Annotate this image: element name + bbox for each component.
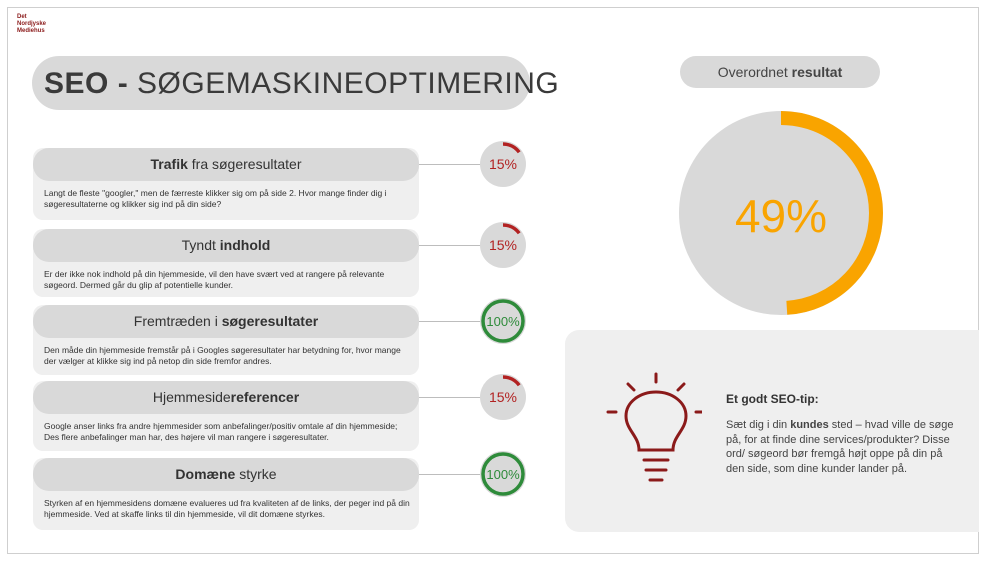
card-description: Er der ikke nok indhold på din hjemmeside, vil den have svært ved at rangere på relevante søgeord. Dermed går du glip af potentielle kunder.	[44, 269, 385, 290]
card-description: Styrken af en hjemmesidens domæne evalueres ud fra kvaliteten af de links, der peger ind på din hjemmeside. Ved at skaffe links til din hjemmeside, vil dit domæne styrkes.	[44, 498, 410, 519]
tip-text: Sæt dig i din kundes sted – hvad ville de søge på, for at finde dine services/produkter? Disse ord/ søgeord bør fremgå højt oppe på din på den side, som dine kunder lander på.	[726, 419, 954, 475]
ring-percent-label: 15%	[488, 237, 518, 253]
card-title: Tyndt indhold	[33, 229, 419, 262]
card-connector-line	[419, 164, 481, 165]
card-connector-line	[419, 397, 481, 398]
card-connector-line	[419, 245, 481, 246]
overall-percent: 49%	[734, 190, 828, 242]
card-title: Hjemmesidereferencer	[33, 381, 419, 414]
ring-percent-label: 15%	[488, 156, 518, 172]
lightbulb-icon	[602, 372, 702, 492]
card-description: Langt de fleste "googler," men de færreste klikker sig om på side 2. Hvor mange finder dig i søgeresultaterne og klikker sig ind på din side?	[44, 188, 387, 209]
percent-ring	[480, 374, 526, 420]
ring-percent-label: 100%	[486, 467, 520, 482]
card-description: Google anser links fra andre hjemmesider som anbefalinger/positiv omtale af din hjemmeside; Des flere anbefalinger man har, des højere vil man rangere i søgeresultater.	[44, 421, 398, 442]
card-title: Fremtræden i søgeresultater	[33, 305, 419, 338]
company-logo: Det Nordjyske Mediehus	[17, 14, 47, 34]
ring-percent-label: 100%	[486, 314, 520, 329]
percent-ring	[480, 451, 526, 497]
card-connector-line	[419, 474, 481, 475]
card-connector-line	[419, 321, 481, 322]
percent-ring	[480, 141, 526, 187]
ring-percent-label: 15%	[488, 389, 518, 405]
card-title: Domæne styrke	[33, 458, 419, 491]
page-title: SEO - SØGEMASKINEOPTIMERING	[44, 67, 560, 100]
percent-ring	[480, 298, 526, 344]
overall-result-donut	[679, 111, 883, 315]
percent-ring	[480, 222, 526, 268]
overall-result-label: Overordnet resultat	[680, 56, 880, 88]
tip-title: Et godt SEO-tip:	[726, 392, 819, 406]
card-title: Trafik fra søgeresultater	[33, 148, 419, 181]
card-description: Den måde din hjemmeside fremstår på i Googles søgeresultater har betydning for, hvor mange der vælger at klikke sig ind på netop din side fremfor andres.	[44, 345, 401, 366]
